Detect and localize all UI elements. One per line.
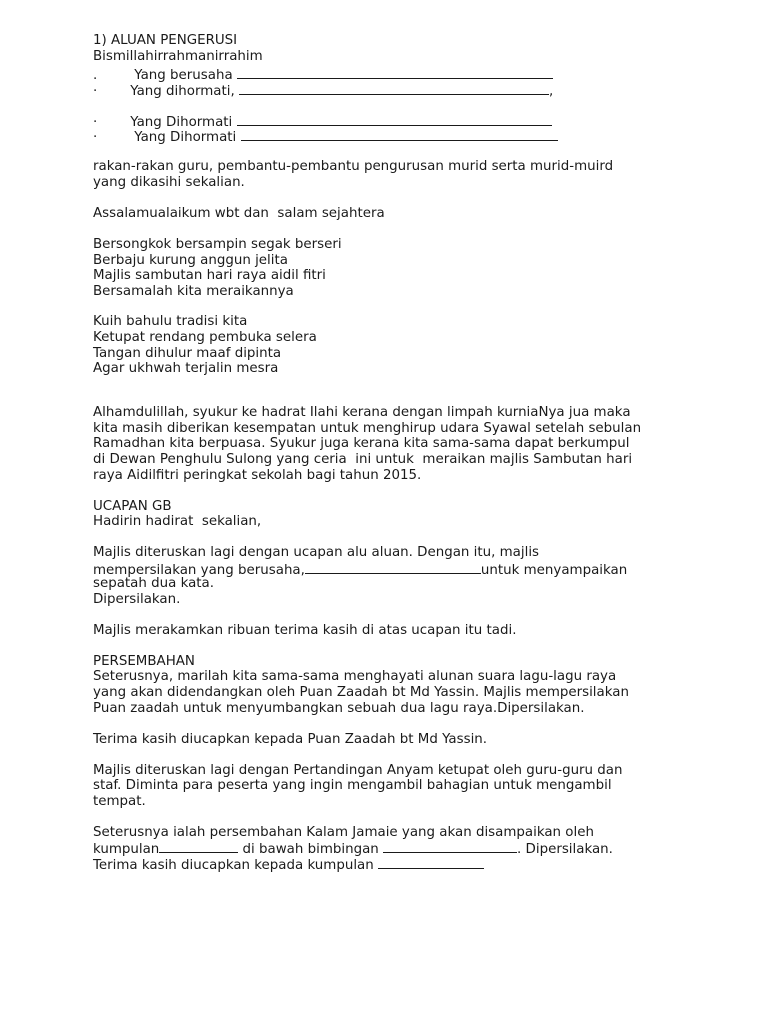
- paragraph-line: kita masih diberikan kesempatan untuk menghirup udara Syawal setelah sebulan: [93, 421, 642, 436]
- paragraph-line: yang akan didendangkan oleh Puan Zaadah bt Md Yassin. Majlis mempersilakan: [93, 685, 629, 700]
- paragraph-line: tempat.: [93, 794, 146, 809]
- paragraph-line: Alhamdulillah, syukur ke hadrat Ilahi kerana dengan limpah kurniaNya jua maka: [93, 405, 631, 420]
- section-heading: 1) ALUAN PENGERUSI: [93, 33, 238, 48]
- paragraph-line: Majlis diteruskan lagi dengan ucapan alu aluan. Dengan itu, majlis: [93, 545, 540, 560]
- pantun-line: Berbaju kurung anggun jelita: [93, 253, 288, 268]
- pantun-line: Bersamalah kita meraikannya: [93, 284, 294, 299]
- pantun-line: Tangan dihulur maaf dipinta: [93, 346, 282, 361]
- paragraph-line: di Dewan Penghulu Sulong yang ceria ini untuk meraikan majlis Sambutan hari: [93, 452, 633, 467]
- paragraph-line: staf. Diminta para peserta yang ingin mengambil bahagian untuk mengambil: [93, 778, 612, 793]
- section-heading: UCAPAN GB: [93, 499, 172, 514]
- pantun-line: Kuih bahulu tradisi kita: [93, 314, 248, 329]
- paragraph-line: Dipersilakan.: [93, 592, 181, 607]
- section-heading: PERSEMBAHAN: [93, 654, 195, 669]
- salutation-2: · Yang dihormati, ,: [93, 84, 554, 99]
- paragraph-line: raya Aidilfitri peringkat sekolah bagi tahun 2015.: [93, 468, 422, 483]
- paragraph-line: Hadirin hadirat sekalian,: [93, 514, 262, 529]
- pantun-line: Ketupat rendang pembuka selera: [93, 330, 317, 345]
- paragraph-line: sepatah dua kata.: [93, 576, 215, 591]
- paragraph-line: kumpulan di bawah bimbingan . Dipersilakan.: [93, 842, 613, 857]
- paragraph-line: Terima kasih diucapkan kepada Puan Zaadah bt Md Yassin.: [93, 732, 488, 747]
- salutation-1: . Yang berusaha: [93, 66, 553, 84]
- greeting-line: rakan-rakan guru, pembantu-pembantu pengurusan murid serta murid-muird: [93, 159, 614, 174]
- salam-line: Assalamualaikum wbt dan salam sejahtera: [93, 206, 385, 221]
- pantun-line: Agar ukhwah terjalin mesra: [93, 361, 279, 376]
- salutation-3: · Yang Dihormati: [93, 113, 552, 131]
- paragraph-line: Seterusnya, marilah kita sama-sama menghayati alunan suara lagu-lagu raya: [93, 669, 617, 684]
- salutation-4: · Yang Dihormati: [93, 128, 558, 146]
- greeting-line: yang dikasihi sekalian.: [93, 175, 245, 190]
- pantun-line: Majlis sambutan hari raya aidil fitri: [93, 268, 326, 283]
- paragraph-line: mempersilakan yang berusaha, untuk menyampaikan: [93, 563, 628, 578]
- pantun-line: Bersongkok bersampin segak berseri: [93, 237, 342, 252]
- paragraph-line: Terima kasih diucapkan kepada kumpulan: [93, 856, 484, 874]
- paragraph-line: Majlis merakamkan ribuan terima kasih di atas ucapan itu tadi.: [93, 623, 517, 638]
- paragraph-line: Majlis diteruskan lagi dengan Pertandingan Anyam ketupat oleh guru-guru dan: [93, 763, 623, 778]
- paragraph-line: Puan zaadah untuk menyumbangkan sebuah dua lagu raya.Dipersilakan.: [93, 701, 585, 716]
- paragraph-line: Ramadhan kita berpuasa. Syukur juga kerana kita sama-sama dapat berkumpul: [93, 436, 630, 451]
- paragraph-line: Seterusnya ialah persembahan Kalam Jamaie yang akan disampaikan oleh: [93, 825, 594, 840]
- opening-line: Bismillahirrahmanirrahim: [93, 49, 263, 64]
